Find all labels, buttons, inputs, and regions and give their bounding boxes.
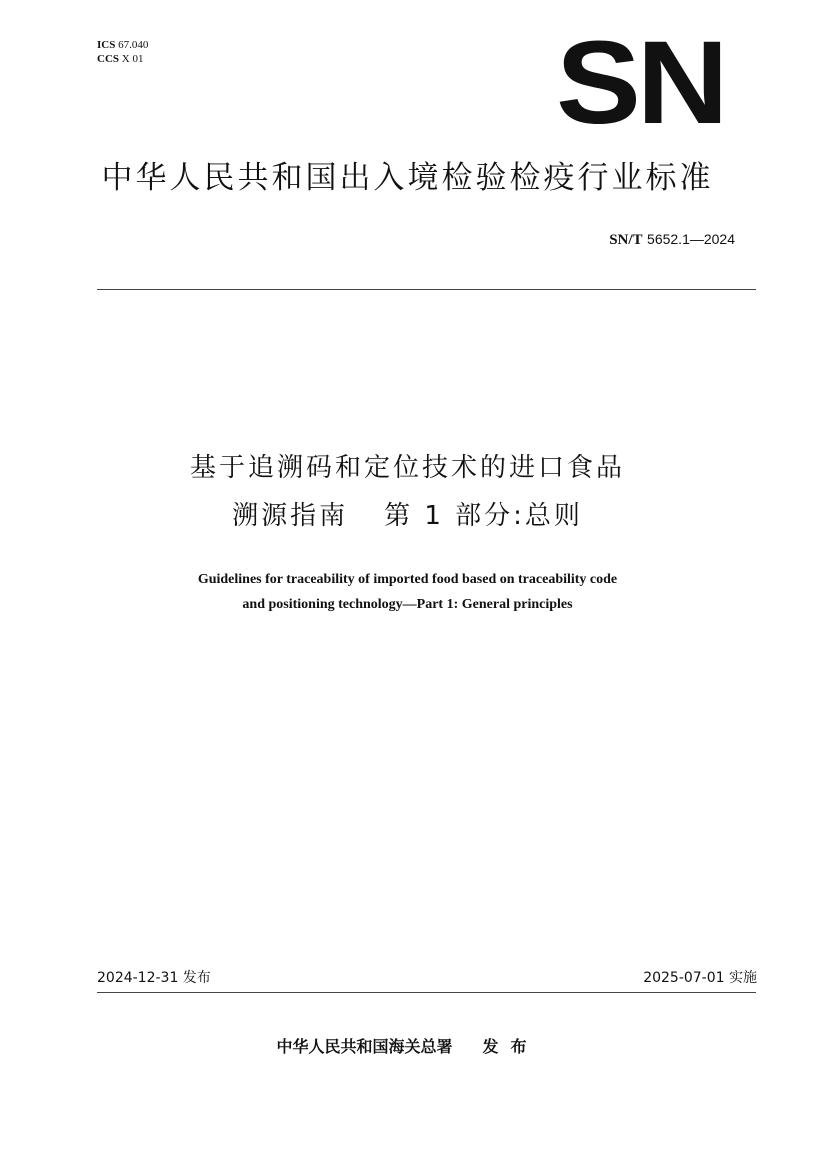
- title-en-line-1: Guidelines for traceability of imported food based on traceability code: [197, 572, 618, 587]
- publisher-line: [0, 1036, 815, 1058]
- ics-code: [97, 38, 148, 52]
- classification-codes: [97, 38, 148, 66]
- title-zh-line-2: [0, 492, 815, 540]
- issuer-title: 中华人民共和国出入境检验检疫行业标准: [101, 160, 714, 196]
- bottom-divider: [97, 992, 756, 993]
- standard-code: 5652.1—2024: [647, 231, 735, 247]
- ccs-value: X 01: [121, 53, 144, 65]
- ccs-label: CCS: [97, 53, 120, 65]
- publish-action: 发布: [482, 1037, 539, 1056]
- standard-number: [609, 230, 735, 249]
- publisher-name: 中华人民共和国海关总署: [276, 1037, 453, 1056]
- title-zh-line-2-part: 第 1 部分:总则: [384, 501, 583, 531]
- title-en-line-2: and positioning technology—Part 1: General principles: [242, 597, 573, 612]
- document-title-en: [0, 567, 815, 617]
- implementation-date: 2025-07-01 实施: [643, 970, 757, 986]
- ics-label: ICS: [97, 39, 116, 51]
- standard-prefix: SN/T: [609, 232, 643, 248]
- ccs-code: [97, 52, 148, 66]
- ics-value: 67.040: [118, 39, 149, 51]
- top-divider: [97, 289, 756, 290]
- title-zh-line-2-main: 溯源指南: [232, 501, 349, 531]
- sn-logo: SN: [556, 17, 725, 149]
- title-zh-line-1: 基于追溯码和定位技术的进口食品: [189, 453, 625, 483]
- publish-date: 2024-12-31 发布: [97, 970, 211, 986]
- document-title-zh: [0, 444, 815, 540]
